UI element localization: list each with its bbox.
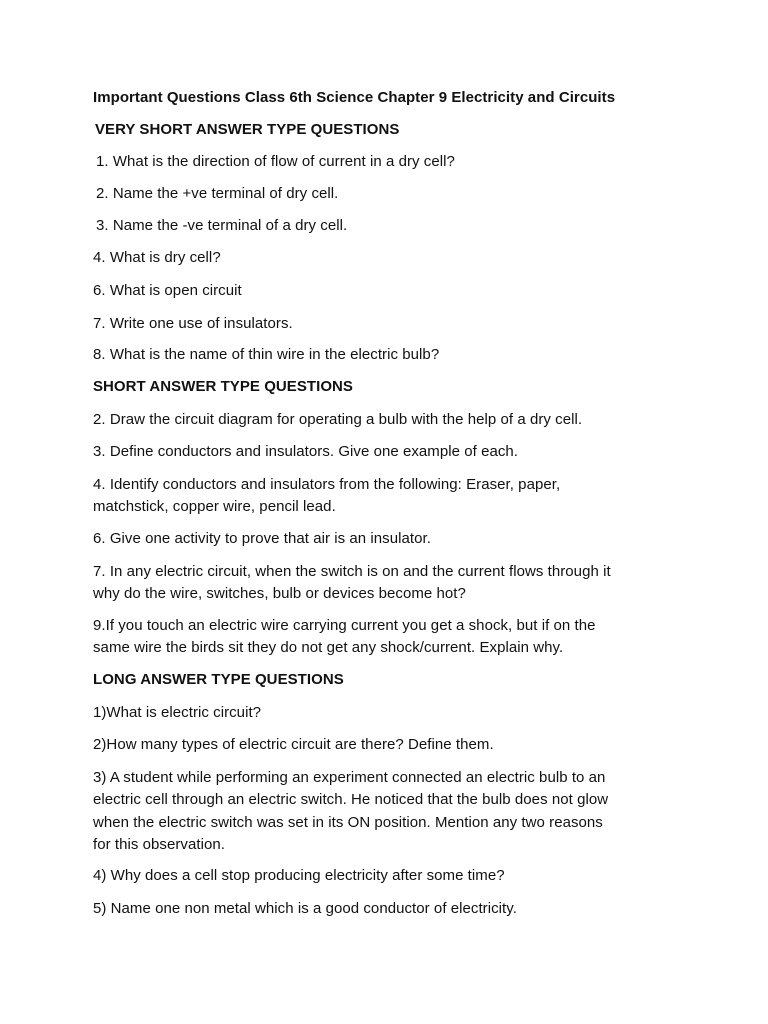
question-item-line: same wire the birds sit they do not get any shock/current. Explain why. [93,639,564,656]
question-item-line: 4. Identify conductors and insulators from the following: Eraser, paper, [93,476,561,493]
question-item-line: electric cell through an electric switch. He noticed that the bulb does not glow [93,791,609,808]
question-item: 4) Why does a cell stop producing electricity after some time? [93,867,505,884]
question-item-line: 9.If you touch an electric wire carrying current you get a shock, but if on the [93,617,596,634]
question-item-line: matchstick, copper wire, pencil lead. [93,498,336,515]
question-item: 1)What is electric circuit? [93,704,262,721]
question-item: 3. Define conductors and insulators. Give one example of each. [93,443,519,460]
question-item: 3. Name the -ve terminal of a dry cell. [96,217,348,234]
question-item: 2. Name the +ve terminal of dry cell. [96,185,339,202]
section-heading-short: SHORT ANSWER TYPE QUESTIONS [93,378,353,395]
question-item-line: 3) A student while performing an experiment connected an electric bulb to an [93,769,606,786]
question-item: 2. Draw the circuit diagram for operating a bulb with the help of a dry cell. [93,411,583,428]
question-item-line: for this observation. [93,836,225,853]
question-item: 7. Write one use of insulators. [93,315,293,332]
question-item-line: why do the wire, switches, bulb or devices become hot? [93,585,466,602]
question-item: 8. What is the name of thin wire in the electric bulb? [93,346,440,363]
question-item-line: 7. In any electric circuit, when the switch is on and the current flows through it [93,563,611,580]
question-item: 1. What is the direction of flow of current in a dry cell? [96,153,455,170]
section-heading-very-short: VERY SHORT ANSWER TYPE QUESTIONS [95,121,400,138]
question-item: 6. Give one activity to prove that air is an insulator. [93,530,431,547]
question-item-line: when the electric switch was set in its ON position. Mention any two reasons [93,814,603,831]
document-title: Important Questions Class 6th Science Chapter 9 Electricity and Circuits [93,89,616,106]
question-item: 2)How many types of electric circuit are there? Define them. [93,736,494,753]
question-item: 4. What is dry cell? [93,249,221,266]
question-item: 5) Name one non metal which is a good conductor of electricity. [93,900,517,917]
section-heading-long: LONG ANSWER TYPE QUESTIONS [93,671,344,688]
question-item: 6. What is open circuit [93,282,242,299]
